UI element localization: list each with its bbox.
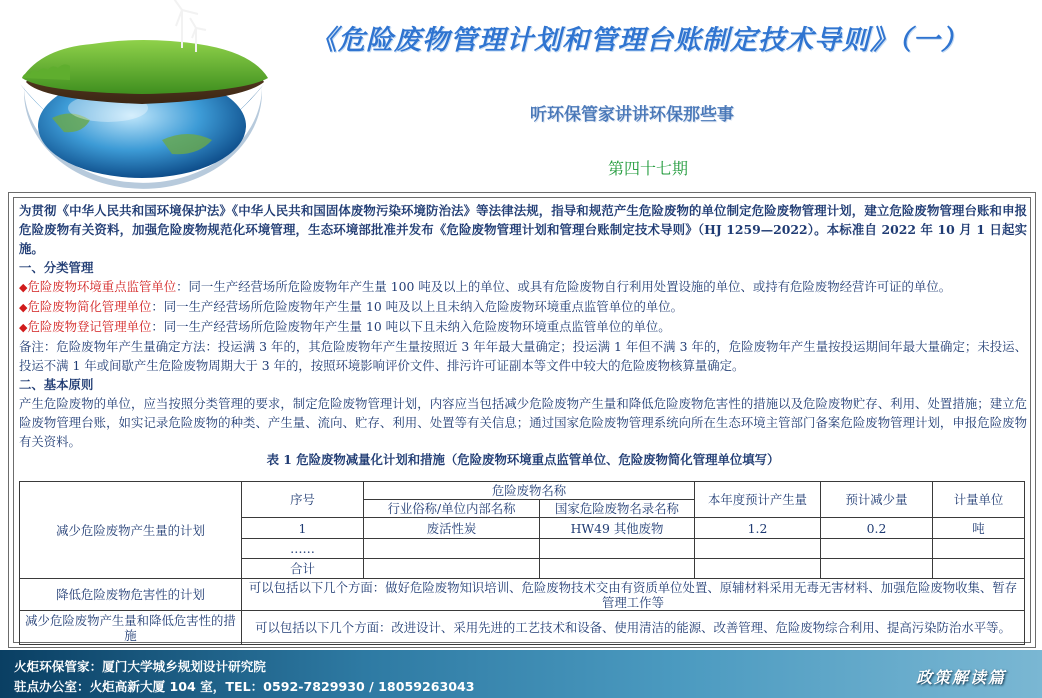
cell-empty — [540, 539, 695, 559]
intro-paragraph: 为贯彻《中华人民共和国环境保护法》《中华人民共和国固体废物污染环境防治法》等法律法规，指导和规范产生危险废物的单位制定危险废物管理计划，建立危险废物管理台账和申报危险废物有关资料，加强危险废物规范化环境管理，生态环境部批准并发布《危险废物管理计划和管理台账制定技术导则》（HJ 1259—2022）。本标准自 2022 年 10 月 1 日起实施。 — [19, 203, 1027, 256]
cell-empty — [364, 559, 540, 579]
cell-empty — [695, 539, 821, 559]
classification-item-simplified — [19, 297, 1027, 317]
cell-empty — [933, 559, 1025, 579]
table-row — [20, 611, 1025, 645]
page-title: 《危险废物管理计划和管理台账制定技术导则》（一） — [310, 25, 969, 56]
classification-label: 危险废物简化管理单位 — [27, 299, 152, 314]
cell-industry-name: 废活性炭 — [364, 518, 540, 539]
diamond-bullet-icon: ◆ — [19, 301, 28, 314]
cell-empty — [933, 539, 1025, 559]
classification-item-key — [19, 277, 1027, 297]
diamond-bullet-icon: ◆ — [19, 321, 28, 334]
classification-note: 备注：危险废物年产生量确定方法：投运满 3 年的，其危险废物年产生量按照近 3 年年最大量确定；投运满 1 年但不满 3 年的，危险废物年产生量按投运期间年最大量确定；未投运、投运不满 1 年或间歇产生危险废物周期大于 3 年的，按照环境影响评价文件、排污许可证副本等文件中较大的危险废物核算量确定。 — [19, 339, 1027, 373]
content-frame — [8, 192, 1036, 648]
cell-unit: 吨 — [933, 518, 1025, 539]
reduction-plan-table — [19, 481, 1025, 645]
row-label-hazard: 降低危险废物危害性的计划 — [20, 579, 242, 611]
cell-expected: 1.2 — [695, 518, 821, 539]
col-header-unit: 计量单位 — [933, 482, 1025, 518]
col-header-expected: 本年度预计产生量 — [695, 482, 821, 518]
page-subtitle: 听环保管家讲讲环保那些事 — [530, 105, 734, 125]
classification-label: 危险废物登记管理单位 — [27, 319, 152, 334]
principles-paragraph: 产生危险废物的单位，应当按照分类管理的要求，制定危险废物管理计划，内容应当包括减少危险废物产生量和降低危险废物危害性的措施以及危险废物贮存、利用、处置措施；建立危险废物管理台账，如实记录危险废物的种类、产生量、流向、贮存、利用、处置等有关信息；通过国家危险废物管理系统向所在生态环境主管部门备案危险废物管理计划，申报危险废物有关资料。 — [19, 396, 1027, 449]
cell-reduce: 0.2 — [821, 518, 933, 539]
cell-catalog-name: HW49 其他废物 — [540, 518, 695, 539]
footer-contact: 驻点办公室：火炬高新大厦 104 室，TEL：0592-7829930 / 18059263043 — [14, 679, 475, 694]
classification-item-registered — [19, 317, 1027, 337]
measures-text: 可以包括以下几个方面：改进设计、采用先进的工艺技术和设备、使用清洁的能源、改善管理、危险废物综合利用、提高污染防治水平等。 — [242, 611, 1025, 645]
col-header-name-group: 危险废物名称 — [364, 482, 695, 500]
cell-empty — [695, 559, 821, 579]
cell-empty — [364, 539, 540, 559]
cell-total: 合计 — [242, 559, 364, 579]
col-header-industry-name: 行业俗称/单位内部名称 — [364, 500, 540, 518]
hazard-plan-text: 可以包括以下几个方面：做好危险废物知识培训、危险废物技术交由有资质单位处置、原辅材料采用无毒无害材料、加强危险废物收集、暂存管理工作等 — [242, 579, 1025, 611]
cell-empty — [540, 559, 695, 579]
cell-seq: 1 — [242, 518, 364, 539]
classification-label: 危险废物环境重点监管单位 — [27, 279, 177, 294]
col-header-catalog-name: 国家危险废物名录名称 — [540, 500, 695, 518]
cell-empty — [821, 539, 933, 559]
cell-ellipsis: …… — [242, 539, 364, 559]
col-header-reduce: 预计减少量 — [821, 482, 933, 518]
classification-text: ：同一生产经营场所危险废物年产生量 10 吨以下且未纳入危险废物环境重点监管单位的单位。 — [151, 319, 671, 334]
row-label-reduce: 减少危险废物产生量的计划 — [20, 482, 242, 579]
col-header-seq: 序号 — [242, 482, 364, 518]
footer-bar — [0, 650, 1042, 698]
issue-number: 第四十七期 — [608, 159, 689, 178]
globe-grass-illustration — [12, 0, 270, 190]
footer-company: 火炬环保管家：厦门大学城乡规划设计研究院 — [14, 659, 266, 674]
footer-series-tag: 政策解读篇 — [915, 668, 1006, 687]
table-caption: 表 1 危险废物减量化计划和措施（危险废物环境重点监管单位、危险废物简化管理单位填写） — [266, 452, 780, 467]
table-row — [20, 579, 1025, 611]
classification-text: ：同一生产经营场所危险废物年产生量 100 吨及以上的单位、或具有危险废物自行利用处置设施的单位、或持有危险废物经营许可证的单位。 — [176, 279, 952, 294]
section-heading-principles: 二、基本原则 — [19, 377, 94, 392]
cell-empty — [821, 559, 933, 579]
section-heading-classification: 一、分类管理 — [19, 260, 94, 275]
classification-text: ：同一生产经营场所危险废物年产生量 10 吨及以上且未纳入危险废物环境重点监管单位的单位。 — [151, 299, 684, 314]
row-label-measures: 减少危险废物产生量和降低危害性的措施 — [20, 611, 242, 645]
diamond-bullet-icon: ◆ — [19, 281, 28, 294]
